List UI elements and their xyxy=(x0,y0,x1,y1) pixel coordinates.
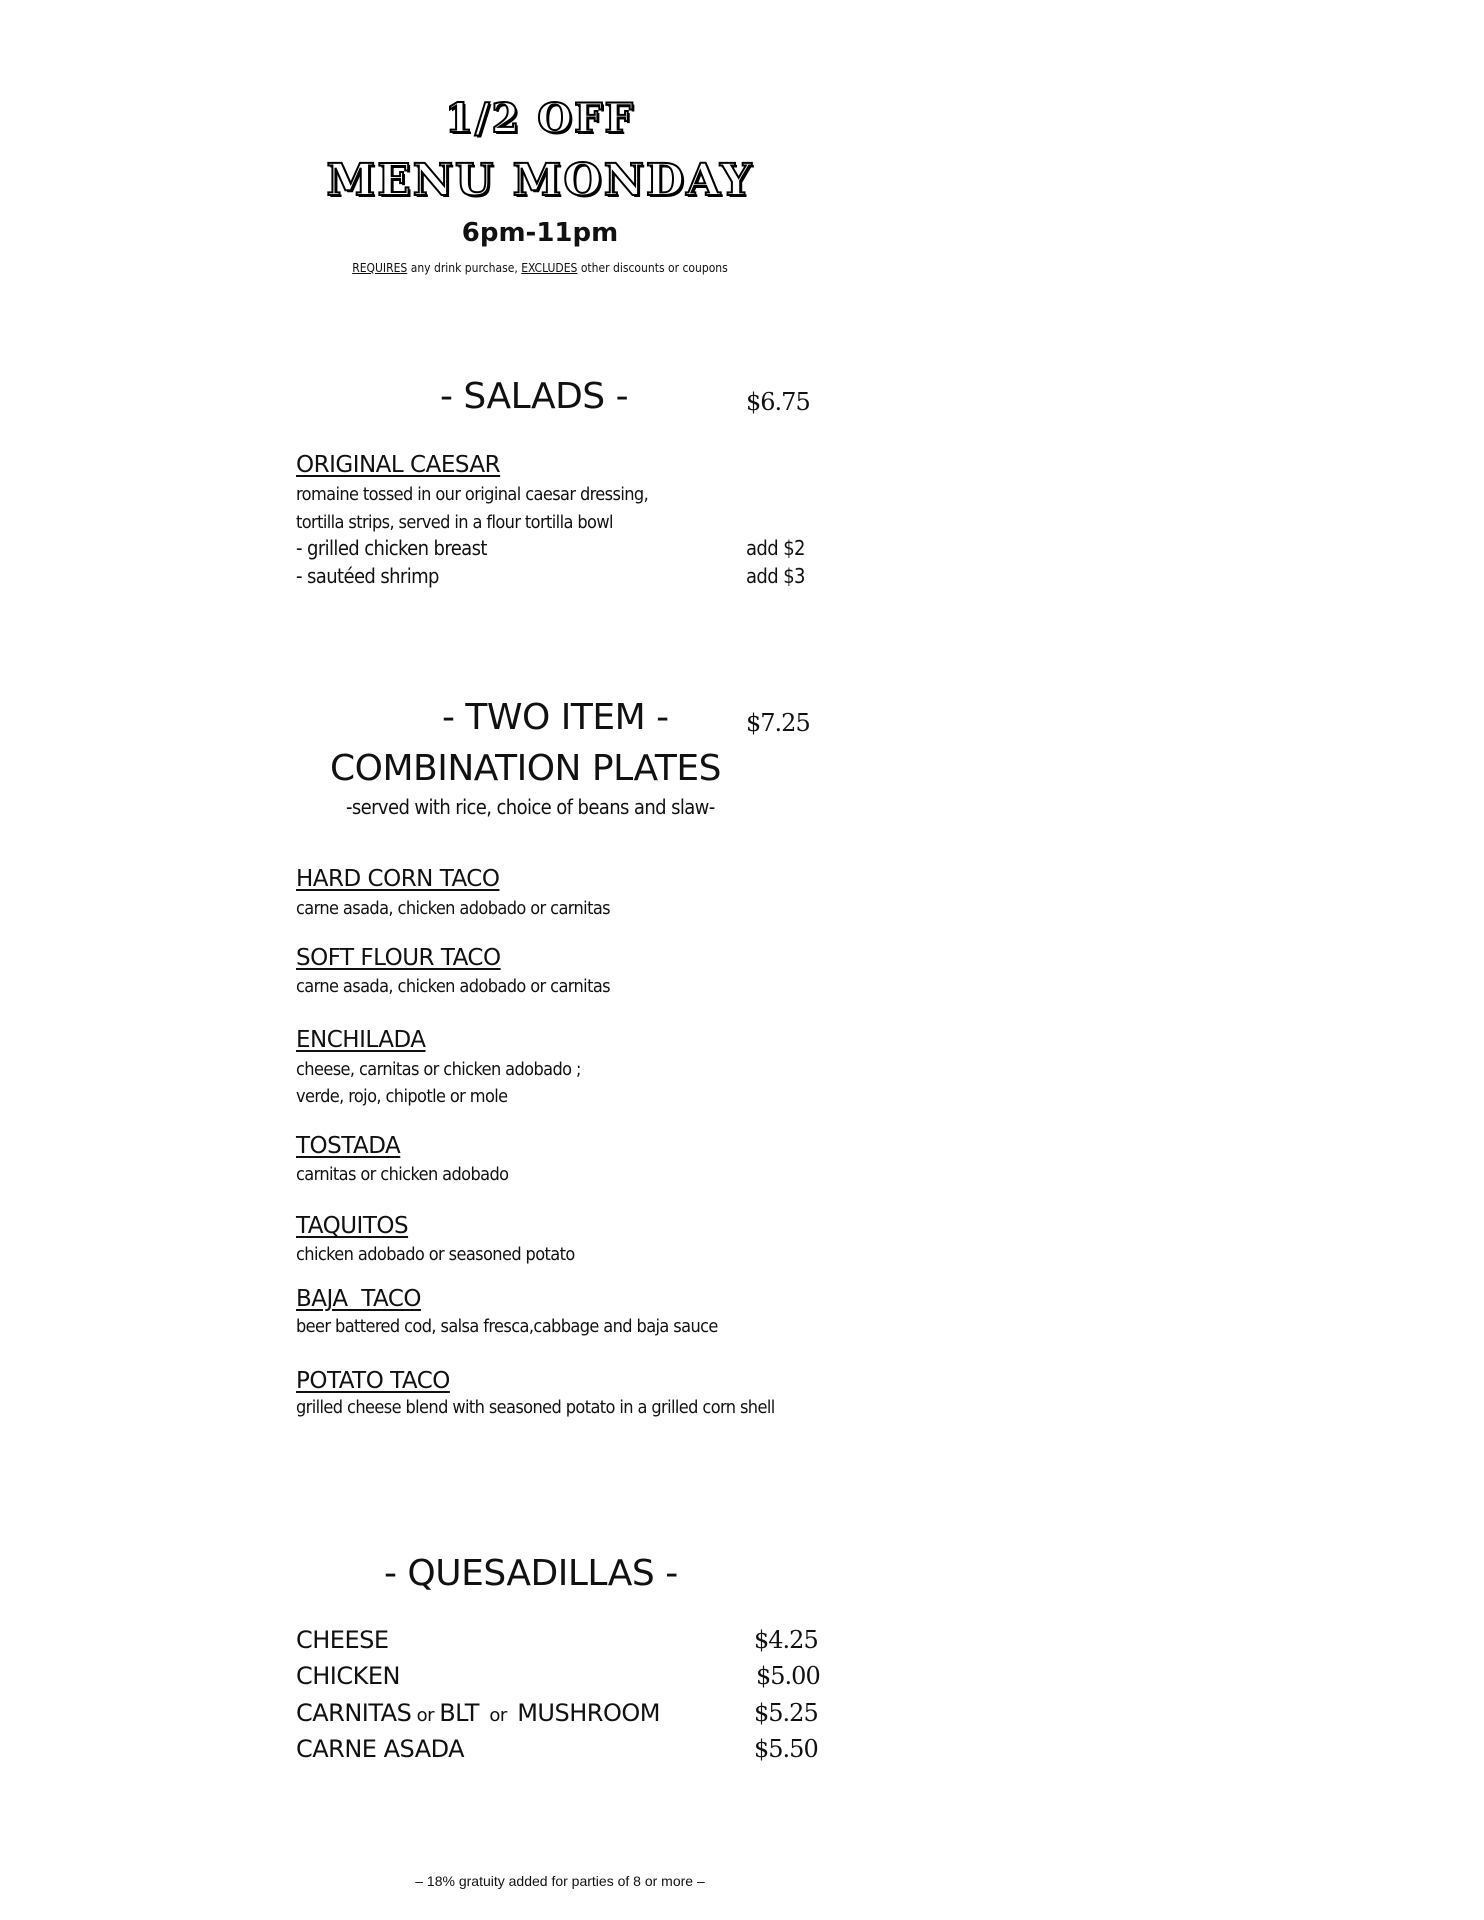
combo-item-title: ENCHILADA xyxy=(296,1027,426,1053)
quesadilla-item-price: $5.50 xyxy=(754,1735,818,1763)
menu-title-line2: MENU MONDAY xyxy=(326,155,754,206)
combos-subtitle: -served with rice, choice of beans and slaw- xyxy=(346,795,715,819)
combo-item-desc: carne asada, chicken adobado or carnitas xyxy=(296,976,610,997)
combo-item-title: TOSTADA xyxy=(296,1133,401,1159)
hours: 6pm-11pm xyxy=(461,218,619,248)
menu-title-line1: 1/2 OFF xyxy=(445,95,635,142)
quesadilla-carnitas: CARNITAS xyxy=(296,1699,412,1727)
combo-item-desc: carne asada, chicken adobado or carnitas xyxy=(296,898,610,919)
combos-heading-line1: - TWO ITEM - xyxy=(442,697,669,738)
quesadillas-heading: - QUESADILLAS - xyxy=(384,1553,678,1594)
caesar-desc-line2: tortilla strips, served in a flour tortilla bowl xyxy=(296,512,613,533)
quesadilla-item-name xyxy=(296,1699,660,1727)
combo-item-desc-line2: verde, rojo, chipotle or mole xyxy=(296,1086,508,1107)
combo-item-desc: cheese, carnitas or chicken adobado ; xyxy=(296,1059,581,1080)
combo-item-title: HARD CORN TACO xyxy=(296,866,500,892)
caesar-desc-line1: romaine tossed in our original caesar dressing, xyxy=(296,484,649,505)
quesadilla-or: or xyxy=(411,1705,440,1726)
quesadilla-item-name: CHEESE xyxy=(296,1626,389,1654)
quesadilla-item-name: CARNE ASADA xyxy=(296,1735,465,1763)
combo-item-desc: chicken adobado or seasoned potato xyxy=(296,1244,575,1265)
terms-note xyxy=(290,261,790,275)
salads-price: $6.75 xyxy=(746,388,810,416)
terms-end: other discounts or coupons xyxy=(577,261,728,275)
combo-item-title: TAQUITOS xyxy=(296,1213,409,1239)
quesadilla-blt: BLT xyxy=(439,1699,479,1727)
combo-item-title: SOFT FLOUR TACO xyxy=(296,945,501,971)
combo-item-desc: carnitas or chicken adobado xyxy=(296,1164,509,1185)
quesadilla-item-price: $5.25 xyxy=(754,1699,818,1727)
addon-shrimp-price: add $3 xyxy=(746,564,805,588)
quesadilla-item-name: CHICKEN xyxy=(296,1662,400,1690)
quesadilla-or: or xyxy=(478,1705,518,1726)
quesadilla-item-price: $4.25 xyxy=(754,1626,818,1654)
addon-chicken-label: - grilled chicken breast xyxy=(296,536,487,560)
terms-requires: REQUIRES xyxy=(352,261,408,275)
terms-excludes: EXCLUDES xyxy=(521,261,578,275)
addon-shrimp-label: - sautéed shrimp xyxy=(296,564,439,588)
quesadilla-mushroom: MUSHROOM xyxy=(517,1699,660,1727)
quesadilla-item-price: $5.00 xyxy=(756,1662,820,1690)
addon-chicken-price: add $2 xyxy=(746,536,805,560)
caesar-title: ORIGINAL CAESAR xyxy=(296,452,501,478)
combos-heading-line2: COMBINATION PLATES xyxy=(330,748,721,789)
combo-item-title: POTATO TACO xyxy=(296,1368,450,1394)
combos-price: $7.25 xyxy=(746,709,810,737)
terms-mid: any drink purchase, xyxy=(407,261,522,275)
salads-heading: - SALADS - xyxy=(440,376,629,417)
combo-item-title: BAJA TACO xyxy=(296,1286,422,1312)
gratuity-note: – 18% gratuity added for parties of 8 or more – xyxy=(415,1873,705,1889)
combo-item-desc: beer battered cod, salsa fresca,cabbage and baja sauce xyxy=(296,1316,718,1337)
combo-item-desc: grilled cheese blend with seasoned potato in a grilled corn shell xyxy=(296,1397,775,1418)
